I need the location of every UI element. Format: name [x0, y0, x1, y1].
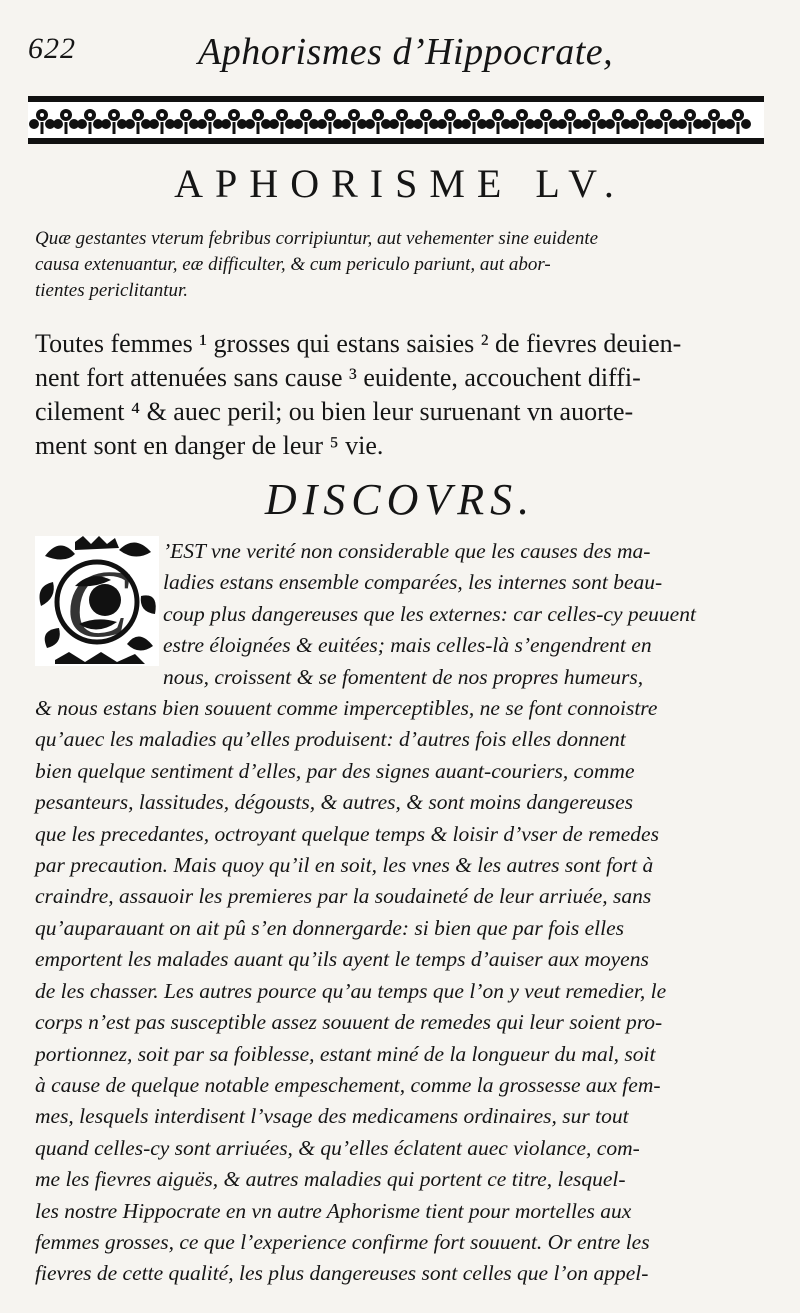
latin-line: causa extenuantur, eæ difficulter, & cum periculo pariunt, aut abor-	[35, 254, 551, 275]
fleuron-row-icon	[28, 102, 764, 138]
french-line: cilement ⁴ & auec peril; ou bien leur suruenant vn auorte-	[35, 397, 634, 426]
discourse-line: fievres de cette qualité, les plus dangereuses sont celles que l’on appel-	[35, 1261, 649, 1286]
ornamental-headpiece	[28, 96, 764, 144]
discourse-line: bien quelque sentiment d’elles, par des signes auant-couriers, comme	[35, 758, 635, 783]
discourse-line: de les chasser. Les autres pource qu’au temps que l’on y veut remedier, le	[35, 978, 667, 1003]
discourse-line: me les fievres aiguës, & autres maladies qui portent ce titre, lesquel-	[35, 1167, 626, 1192]
latin-line: tientes periclitantur.	[35, 280, 189, 301]
french-translation	[35, 327, 759, 463]
discourse-line: corps n’est pas susceptible assez souuent de remedes qui leur soient pro-	[35, 1010, 663, 1035]
latin-aphorism	[35, 226, 759, 304]
discourse-line: les nostre Hippocrate en vn autre Aphorisme tient pour mortelles aux	[35, 1198, 632, 1223]
discourse-line: que les precedantes, octroyant quelque temps & loisir d’vser de remedes	[35, 821, 659, 846]
discourse-line: emportent les malades auant qu’ils ayent le temps d’auiser aux moyens	[35, 947, 649, 972]
latin-line: Quæ gestantes vterum febribus corripiuntur, aut vehementer sine euidente	[35, 228, 599, 249]
aphorism-title: APHORISME LV.	[174, 161, 626, 206]
discourse-line: nous, croissent & se fomentent de nos propres humeurs,	[163, 664, 644, 689]
page-number: 622	[28, 32, 76, 65]
discours-heading: DISCOVRS.	[264, 475, 536, 524]
discourse-line: ladies estans ensemble comparées, les internes sont beau-	[163, 570, 663, 595]
discourse-line: par precaution. Mais quoy qu’il en soit, les vnes & les autres sont fort à	[35, 853, 654, 878]
french-line: nent fort attenuées sans cause ³ euidente, accouchent diffi-	[35, 363, 641, 392]
discourse-line: à cause de quelque notable empeschement, comme la grossesse aux fem-	[35, 1072, 661, 1097]
discourse-line: qu’auparauant on ait pû s’en donnergarde: si bien que par fois elles	[35, 915, 625, 940]
french-line: Toutes femmes ¹ grosses qui estans saisies ² de fievres deuien-	[35, 329, 682, 358]
dropcap-letter: C	[65, 550, 130, 657]
discourse-line: qu’auec les maladies qu’elles produisent: d’autres fois elles donnent	[35, 727, 626, 752]
discourse-line: coup plus dangereuses que les externes: car celles-cy peuuent	[163, 601, 696, 626]
discourse-line: quand celles-cy sont arriuées, & qu’elles éclatent auec violance, com-	[35, 1135, 640, 1160]
discourse-line: pesanteurs, lassitudes, dégousts, & autres, & sont moins dangereuses	[35, 790, 634, 815]
discourse-line: portionnez, soit par sa foiblesse, estant miné de la longueur du mal, soit	[35, 1041, 656, 1066]
discourse-line: mes, lesquels interdisent l’vsage des medicamens ordinaires, sur tout	[35, 1104, 629, 1129]
discourse-line: estre éloignées & euitées; mais celles-là s’engendrent en	[163, 633, 652, 658]
discourse-text	[35, 536, 765, 1290]
discourse-line: & nous estans bien souuent comme imperceptibles, ne se font connoistre	[35, 696, 658, 721]
french-line: ment sont en danger de leur ⁵ vie.	[35, 431, 384, 460]
running-title: Aphorismes d’Hippocrate,	[198, 31, 614, 73]
discourse-line: femmes grosses, ce que l’experience confirme fort souuent. Or entre les	[35, 1229, 650, 1254]
discourse-line: ’EST vne verité non considerable que les causes des ma-	[163, 539, 651, 563]
page-header	[28, 22, 773, 82]
discourse-line: craindre, assauoir les premieres par la soudaineté de leur arriuée, sans	[35, 884, 652, 909]
